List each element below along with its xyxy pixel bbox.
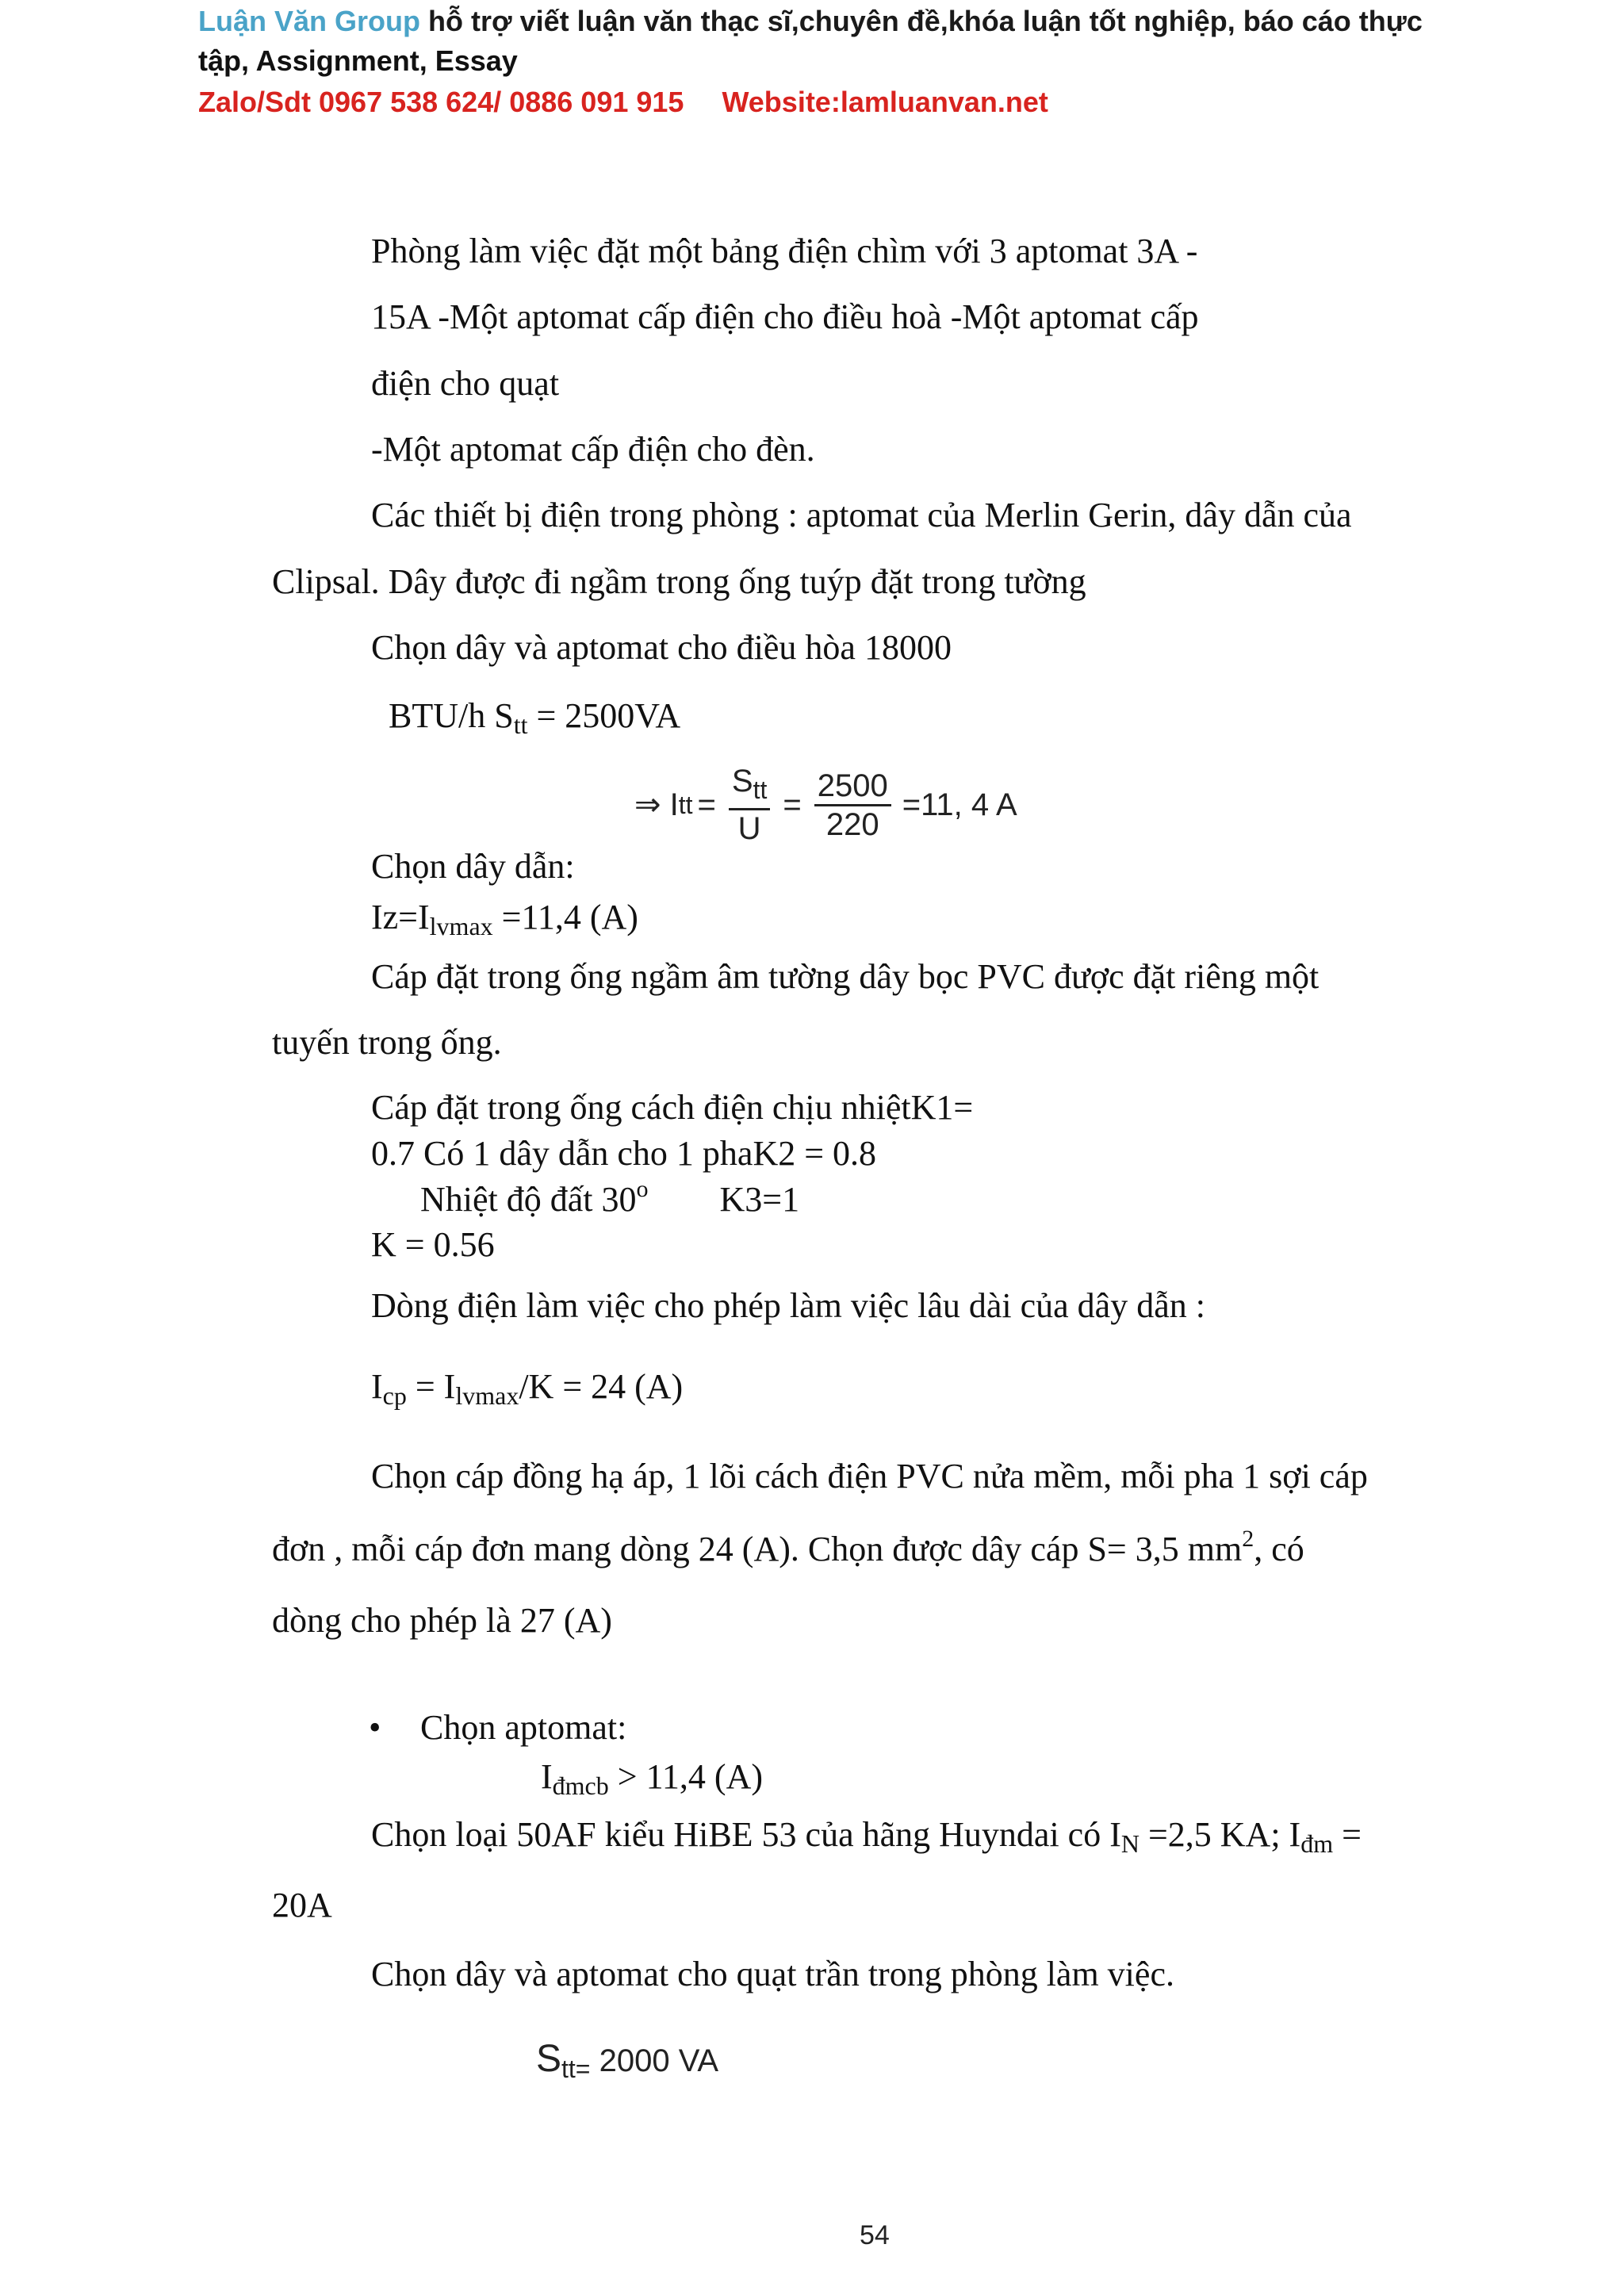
paragraph-line: Chọn cáp đồng hạ áp, 1 lõi cách điện PVC nửa mềm, mỗi pha 1 sợi cáp [371,1457,1368,1496]
header-line-1 [198,2,1423,41]
page-number: 54 [860,2220,890,2250]
header-line-2: tập, Assignment, Essay [198,44,518,77]
header-tagline: hỗ trợ viết luận văn thạc sĩ,chuyên đề,khóa luận tốt nghiệp, báo cáo thực [420,5,1423,37]
fraction-s-over-u: $\frac{S_{tt}}{U}$ [729,763,770,847]
paragraph-line: $Iz=I_{lvmax} =11,4$ (A) [371,898,638,940]
fraction-2500-over-220: $\frac{2500}{220}$ [814,768,891,843]
fan-power-formula: $S_{tt=}$ 2000 VA [536,2038,719,2083]
paragraph-line: K = 0.56 [371,1225,495,1264]
paragraph-line: Các thiết bị điện trong phòng : aptomat của Merlin Gerin, dây dẫn của [371,496,1352,534]
paragraph-line: $I_{cp} = I_{lvmax}/K = 24$ (A) [371,1367,684,1410]
paragraph-line: điện cho quạt [371,364,560,403]
paragraph-line: Phòng làm việc đặt một bảng điện chìm với 3 aptomat 3A - [371,232,1198,270]
paragraph-line: Chọn loại 50AF kiểu HiBE 53 của hãng Huyndai có $I_N =2,5$ KA; $I_{đm}$ = [371,1815,1362,1858]
paragraph-line: $I_{đmcb} > 11,4$ (A) [541,1757,764,1800]
current-formula: ⇒ I tt = $\frac{S_{tt}}{U}$ = $\frac{2500}{220}$ =11, 4 A [634,764,1017,846]
paragraph-line: Chọn dây dẫn: [371,847,575,886]
paragraph-line: 20A [272,1886,332,1924]
paragraph-line: 0.7 Có 1 dây dẫn cho 1 phaK2 = 0.8 [371,1134,877,1173]
paragraph-line: Nhiệt độ đất 30$^o$ K3=1 [420,1176,800,1219]
paragraph-line: dòng cho phép là 27 (A) [272,1601,612,1640]
paragraph-line: -Một aptomat cấp điện cho đèn. [371,430,815,469]
paragraph-line: tuyến trong ống. [272,1023,502,1062]
header-contact: Zalo/Sdt 0967 538 624/ 0886 091 915 [198,86,684,118]
paragraph-line: Dòng điện làm việc cho phép làm việc lâu dài của dây dẫn : [371,1286,1205,1325]
bullet-marker: • [369,1708,381,1747]
paragraph-line: Clipsal. Dây được đi ngầm trong ống tuýp đặt trong tường [272,562,1086,601]
paragraph-line: 15A -Một aptomat cấp điện cho điều hoà -Một aptomat cấp [371,297,1199,336]
paragraph-line: Cáp đặt trong ống cách điện chịu nhiệtK1= [371,1088,974,1127]
paragraph-line: Chọn dây và aptomat cho điều hòa 18000 [371,628,952,667]
paragraph-line: Chọn aptomat: [420,1708,627,1747]
paragraph-line: BTU/h $S_{tt} = 2500VA$ [389,696,681,739]
header-brand: Luận Văn Group [198,5,421,37]
header-contact-line [198,82,1048,122]
header-website: Website:lamluanvan.net [722,86,1048,118]
paragraph-line: Cáp đặt trong ống ngầm âm tường dây bọc PVC được đặt riêng một [371,957,1320,996]
paragraph-line: đơn , mỗi cáp đơn mang dòng 24 (A). Chọn được dây cáp S= 3,5 $mm^2$, có [272,1526,1304,1568]
paragraph-line: Chọn dây và aptomat cho quạt trần trong phòng làm việc. [371,1955,1174,1993]
